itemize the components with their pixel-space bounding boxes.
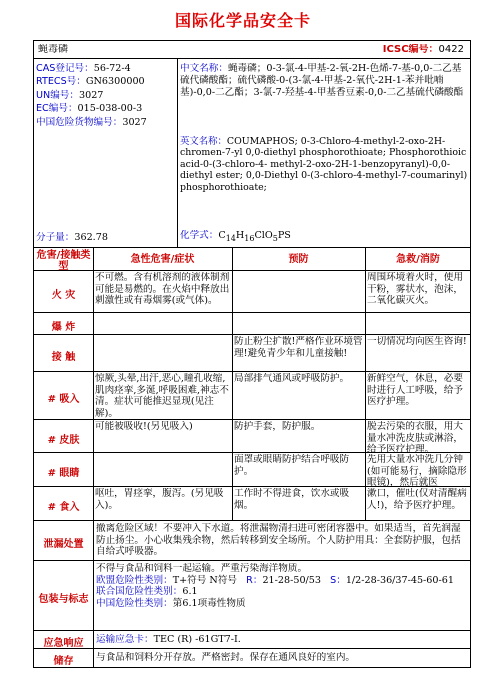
packaging-line1: 不得与食品和饲料一起运输。严重污染海洋物质。	[96, 563, 308, 574]
molecular-weight: 分子量：362.78	[36, 232, 108, 243]
id-list	[36, 63, 176, 130]
hazard-type-label: 接 触	[51, 351, 76, 363]
prevention-text: 防护手套，防护服。	[234, 421, 321, 432]
icsc-number	[383, 44, 464, 56]
emergency-row	[34, 631, 470, 649]
spill-text: 撤离危险区域！不要冲入下水道。将泄漏物清扫进可密闭容器中。如果适当，首先润湿防止扬尘。小心收集残余物，然后转移到安全场所。个人防护用具：全套防护服，包括自给式呼吸器。	[96, 523, 461, 558]
first-aid-text: 脱去污染的衣服，用大量水冲洗皮肤或淋浴，给予医疗护理。	[367, 421, 463, 456]
un-number: UN编号：3027	[36, 89, 104, 101]
ec-number: EC编号：015-038-00-3	[36, 103, 143, 115]
emergency-text: 运输应急卡：TEC (R) -61GT7-I.	[96, 634, 241, 645]
hazard-row	[34, 372, 470, 420]
hazard-row	[34, 487, 470, 521]
header-aid: 急救/消防	[396, 254, 440, 265]
storage-text: 与食品和饲料分开存放。严格密封。保存在通风良好的室内。	[96, 652, 356, 663]
chemical-formula: 化学式：$C_{14}H_{16}ClO_5PS$	[180, 230, 291, 243]
chemical-name: 蝇毒磷	[38, 44, 68, 55]
acute-hazard-text: 不可燃。含有机溶剂的液体制剂可能是易燃的。在火焰中释放出刺激性或有毒烟雾(或气体)。	[95, 272, 230, 307]
hazard-type-label: 爆 炸	[51, 322, 76, 333]
hazard-row	[34, 453, 470, 487]
hazard-type-label: 火 灾	[51, 290, 76, 301]
un-classification: 联合国危险性类别：6.1	[96, 586, 198, 598]
hazard-row	[34, 271, 470, 313]
hazard-type-label: # 吸入	[47, 394, 80, 405]
packaging-text	[96, 563, 468, 609]
name-row	[34, 41, 470, 59]
header-prevent: 预防	[288, 254, 309, 265]
prevention-text: 工作时不得进食，饮水或吸烟。	[234, 488, 350, 511]
identification-block	[34, 59, 470, 248]
china-dg-number: 中国危险货物编号：3027	[36, 116, 147, 128]
acute-hazard-text: 可能被吸收!(另见吸入)	[95, 421, 193, 432]
packaging-label: 包装与标志	[38, 594, 89, 605]
icsc-label: ICSC编号：	[382, 44, 439, 55]
header-type: 危害/接触类型	[36, 250, 91, 272]
hazard-type-label: # 眼睛	[47, 468, 80, 479]
header-acute: 急性危害/症状	[130, 254, 195, 265]
page-title: 国际化学品安全卡	[174, 11, 311, 30]
prevention-text: 防止粉尘扩散!严格作业环境管理!避免青少年和儿童接触!	[234, 336, 363, 359]
acute-hazard-text: 惊厥,头晕,出汗,恶心,瞳孔收缩,肌肉痉挛,多涎,呼吸困难,神志不清。症状可能推迟显现(见注解)。	[95, 373, 229, 419]
icsc-value: 0422	[438, 44, 464, 55]
first-aid-text: 周围环境着火时，使用干粉，雾状水，泡沫，二氧化碳灭火。	[367, 272, 463, 307]
emergency-label: 应急响应	[43, 638, 84, 649]
first-aid-text: 一切情况均向医生咨询!	[367, 336, 467, 347]
hazard-row	[34, 420, 470, 456]
prevention-text: 局部排气通风或呼吸防护。	[234, 373, 350, 384]
spill-row	[34, 521, 470, 561]
hazard-row	[34, 335, 470, 372]
hazard-header-row	[34, 248, 470, 271]
eu-classification: 欧盟危险性类别：T+符号 N符号 R：21-28-50/53 S：1/2-28-36/37-45-60-61	[96, 574, 454, 586]
hazard-row	[34, 313, 470, 335]
chinese-name: 中文名称：蝇毒磷；0-3-氯-4-甲基-2-氧-2H-色烯-7-基-0,0-二乙基硫代磷酸酯；硫代磷酸-0-(3-氯-4-甲基-2-氧代-2H-1-苯并吡喃基)-0,0-二乙酯；3-氯-7-羟基-4-甲基香豆素-0,0-二乙基硫代磷酸酯	[180, 63, 464, 98]
prevention-text: 面罩或眼睛防护结合呼吸防护。	[234, 454, 350, 477]
safety-card	[33, 40, 471, 668]
rtecs-number: RTECS号：GN6300000	[36, 76, 145, 88]
cas-number: CAS登记号：56-72-4	[36, 63, 131, 74]
spill-label: 泄漏处置	[43, 539, 84, 550]
hazard-type-label: # 皮肤	[47, 434, 80, 446]
china-classification: 中国危险性类别：第6.1项毒性物质	[96, 597, 246, 609]
english-name: 英文名称：COUMAPHOS; 0-3-Chloro-4-methyl-2-oxo-2H-chromen-7-yl 0,0-diethyl phosphorothioate; Phosphorothioic acid-0-(3-chloro-4- methyl-2-oxo-2H-1-benzopyranyl)-0,0-diethyl ester; 0,0-Diethyl 0-(3-chloro-4-methyl-7-coumarinyl) phosphorothioate;	[180, 136, 468, 193]
storage-label: 储存	[53, 656, 74, 667]
first-aid-text: 漱口，催吐(仅对清醒病人!)，给予医疗护理。	[367, 488, 467, 511]
acute-hazard-text: 呕吐，胃痉挛，腹泻。(另见吸入)。	[95, 488, 224, 511]
hazard-type-label: # 食入	[47, 502, 80, 513]
packaging-row	[34, 561, 470, 631]
first-aid-text: 新鲜空气，休息，必要时进行人工呼吸，给予医疗护理。	[367, 373, 463, 408]
storage-row	[34, 649, 470, 667]
first-aid-text: 先用大量水冲洗几分钟(如可能易行，摘除隐形眼镜)，然后就医	[367, 454, 467, 489]
